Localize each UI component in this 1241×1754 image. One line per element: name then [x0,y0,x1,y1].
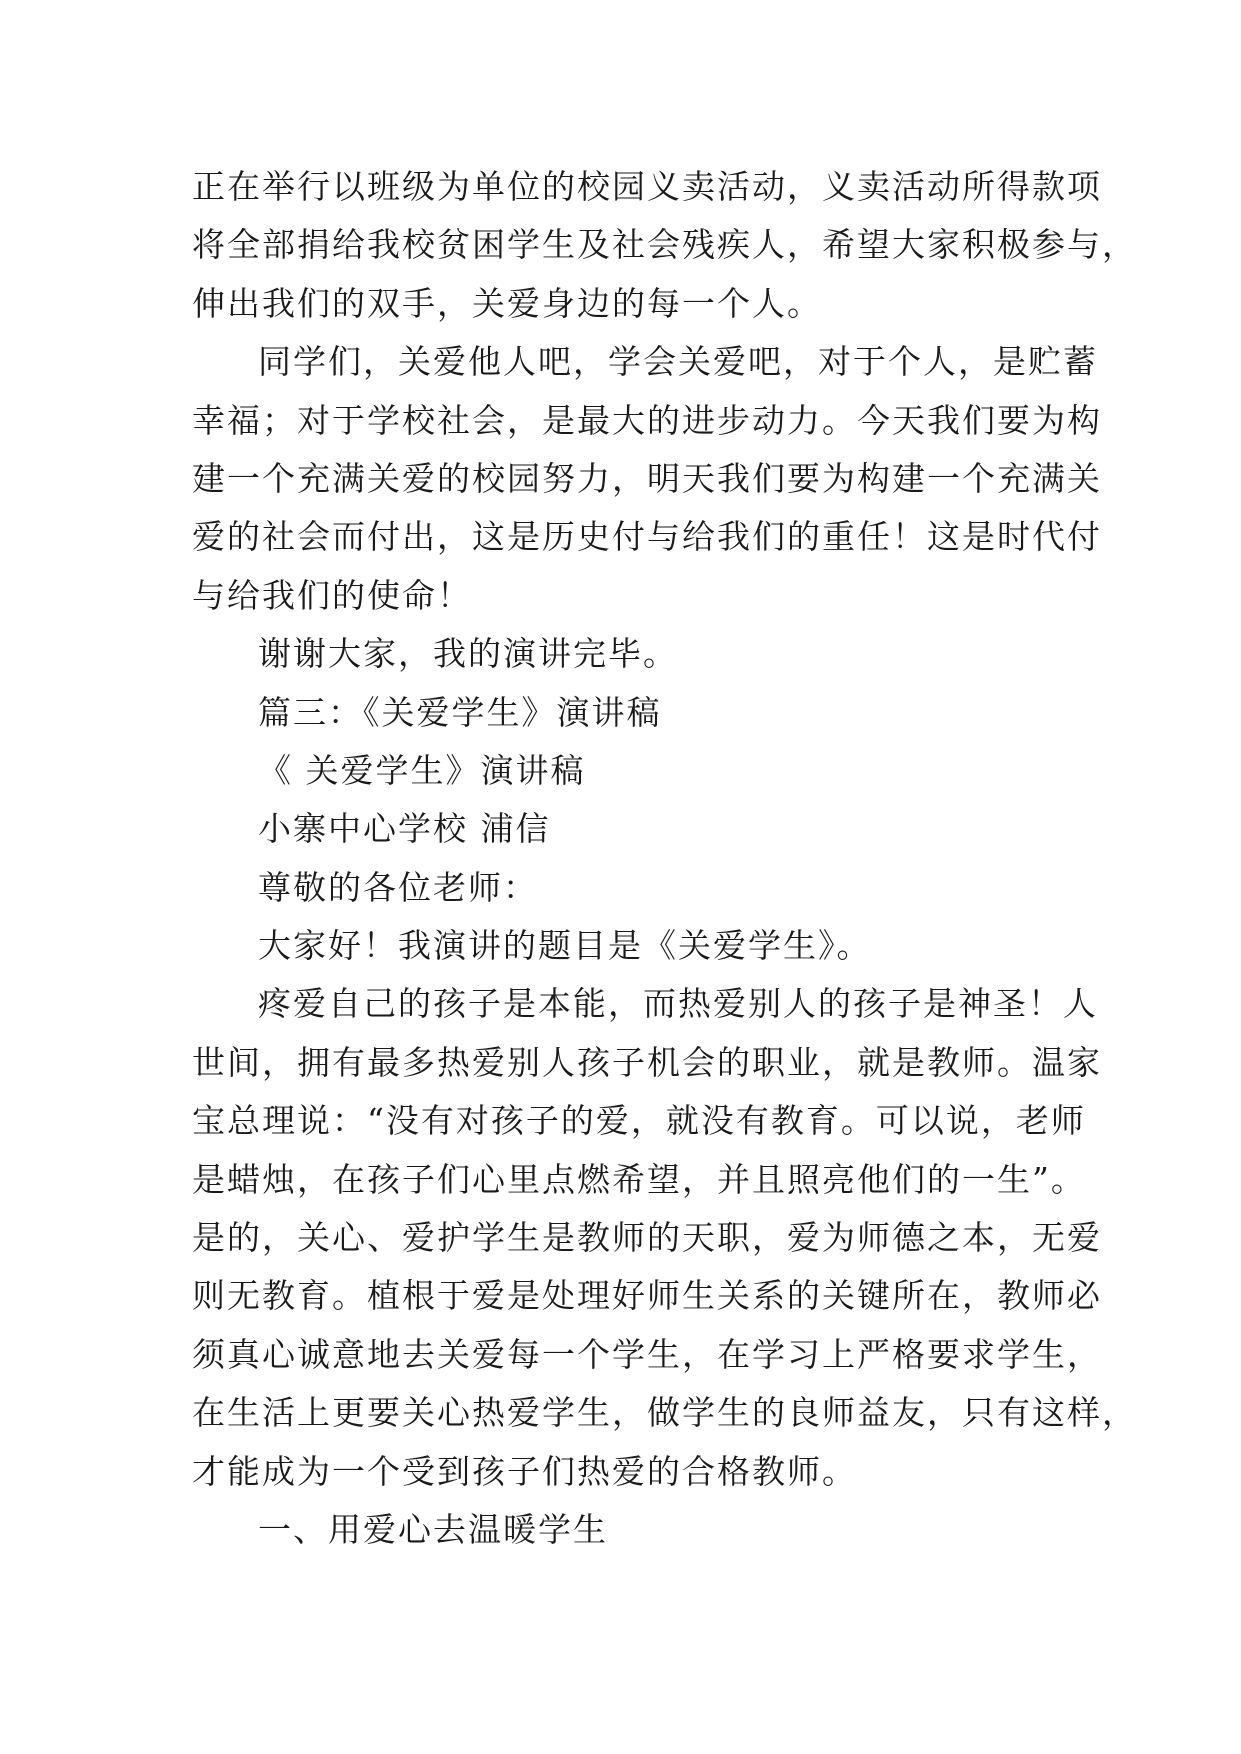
line-22: 在生活上更要关心热爱学生，做学生的良师益友，只有这样， [192,1393,1137,1433]
line-7: 爱的社会而付出，这是历史付与给我们的重任！这是时代付 [192,517,1102,557]
line-1: 正在举行以班级为单位的校园义卖活动，义卖活动所得款项 [192,167,1102,206]
line-17: 宝总理说：“没有对孩子的爱，就没有教育。可以说，老师 [192,1101,1086,1141]
closing-line: 谢谢大家，我的演讲完毕。 [258,634,678,674]
line-23: 才能成为一个受到孩子们热爱的合格教师。 [192,1451,857,1491]
salutation-line: 尊敬的各位老师： [258,867,538,907]
paragraph-start-line-15: 疼爱自己的孩子是本能，而热爱别人的孩子是神圣！人 [258,984,1098,1024]
line-21: 须真心诚意地去关爱每一个学生，在学习上严格要求学生， [192,1334,1102,1374]
line-16: 世间，拥有最多热爱别人孩子机会的职业，就是教师。温家 [192,1042,1102,1082]
paragraph-start-line-4: 同学们，关爱他人吧，学会关爱吧，对于个人，是贮蓄 [258,342,1098,382]
line-8: 与给我们的使命！ [192,575,472,615]
line-3: 伸出我们的双手，关爱身边的每一个人。 [192,283,822,323]
author-line: 小寨中心学校 浦信 [258,809,551,849]
line-20: 则无教育。植根于爱是处理好师生关系的关键所在，教师必 [192,1276,1102,1316]
line-6: 建一个充满关爱的校园努力，明天我们要为构建一个充满关 [192,458,1102,498]
line-5: 幸福；对于学校社会，是最大的进步动力。今天我们要为构 [192,400,1102,440]
greeting-line: 大家好！我演讲的题目是《关爱学生》。 [258,926,872,966]
line-18: 是蜡烛，在孩子们心里点燃希望，并且照亮他们的一生”。 [192,1159,1086,1199]
subsection-heading: 一、用爱心去温暖学生 [258,1509,608,1549]
section-heading: 篇三：《关爱学生》演讲稿 [258,692,662,732]
speech-title: 《 关爱学生》演讲稿 [258,750,586,790]
line-2: 将全部捐给我校贫困学生及社会残疾人，希望大家积极参与， [192,225,1137,265]
document-body [192,158,1137,1559]
line-19: 是的，关心、爱护学生是教师的天职，爱为师德之本，无爱 [192,1218,1102,1258]
